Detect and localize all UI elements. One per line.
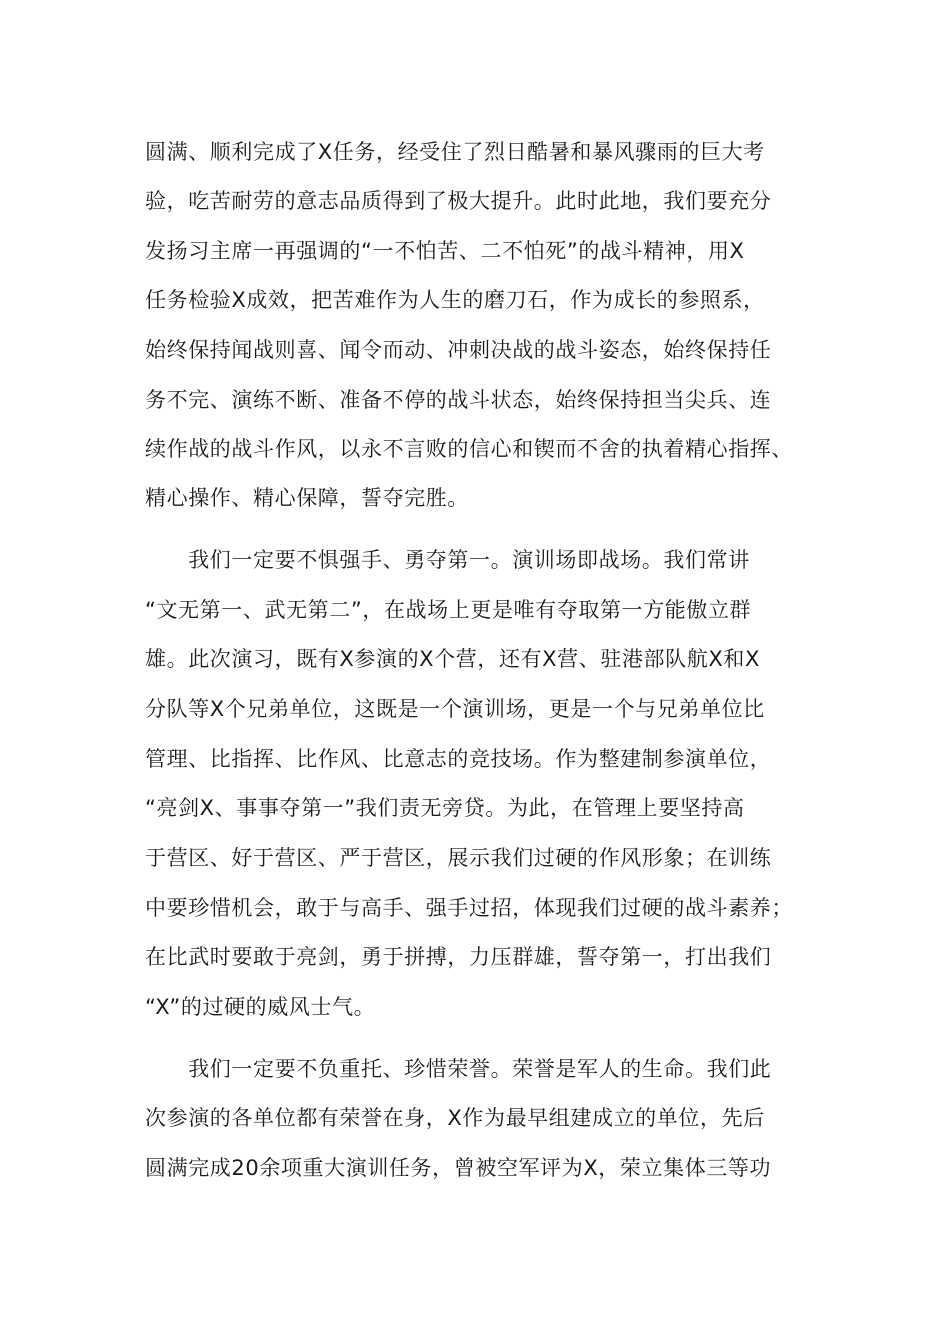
text-line: 始终保持闻战则喜、闻令而动、冲刺决战的战斗姿态，始终保持任 [145, 338, 772, 362]
text-line: 续作战的战斗作风，以永不言败的信心和锲而不舍的执着精心指挥、 [145, 437, 793, 461]
text-line: 发扬习主席一再强调的“一不怕苦、二不怕死”的战斗精神，用X [145, 239, 745, 263]
text-line: 次参演的各单位都有荣誉在身，X作为最早组建成立的单位，先后 [145, 1106, 765, 1130]
text-line: “文无第一、武无第二”，在战场上更是唯有夺取第一方能傲立群 [145, 598, 752, 622]
text-line: 我们一定要不惧强手、勇夺第一。演训场即战场。我们常讲 [145, 548, 750, 572]
text-line: 精心操作、精心保障，誓夺完胜。 [145, 486, 469, 510]
text-line: “亮剑X、事事夺第一”我们责无旁贷。为此，在管理上要坚持高 [145, 796, 745, 820]
text-line: 在比武时要敢于亮剑，勇于拼搏，力压群雄，誓夺第一，打出我们 [145, 945, 772, 969]
text-line: 中要珍惜机会，敢于与高手、强手过招，体现我们过硬的战斗素养； [145, 896, 793, 920]
text-line: “X”的过硬的威风士气。 [145, 995, 376, 1019]
text-line: 务不完、演练不断、准备不停的战斗状态，始终保持担当尖兵、连 [145, 388, 772, 412]
text-line: 于营区、好于营区、严于营区，展示我们过硬的作风形象；在训练 [145, 846, 772, 870]
text-line: 验，吃苦耐劳的意志品质得到了极大提升。此时此地，我们要充分 [145, 189, 772, 213]
text-line: 雄。此次演习，既有X参演的X个营，还有X营、驻港部队航X和X [145, 647, 760, 671]
text-line: 圆满、顺利完成了X任务，经受住了烈日酷暑和暴风骤雨的巨大考 [145, 140, 765, 164]
text-line: 任务检验X成效，把苦难作为人生的磨刀石，作为成长的参照系， [145, 288, 765, 312]
text-line: 我们一定要不负重托、珍惜荣誉。荣誉是军人的生命。我们此 [145, 1057, 772, 1081]
text-line: 管理、比指挥、比作风、比意志的竞技场。作为整建制参演单位， [145, 747, 772, 771]
text-line: 分队等X个兄弟单位，这既是一个演训场，更是一个与兄弟单位比 [145, 697, 765, 721]
text-line: 圆满完成20余项重大演训任务，曾被空军评为X，荣立集体三等功 [145, 1156, 772, 1180]
